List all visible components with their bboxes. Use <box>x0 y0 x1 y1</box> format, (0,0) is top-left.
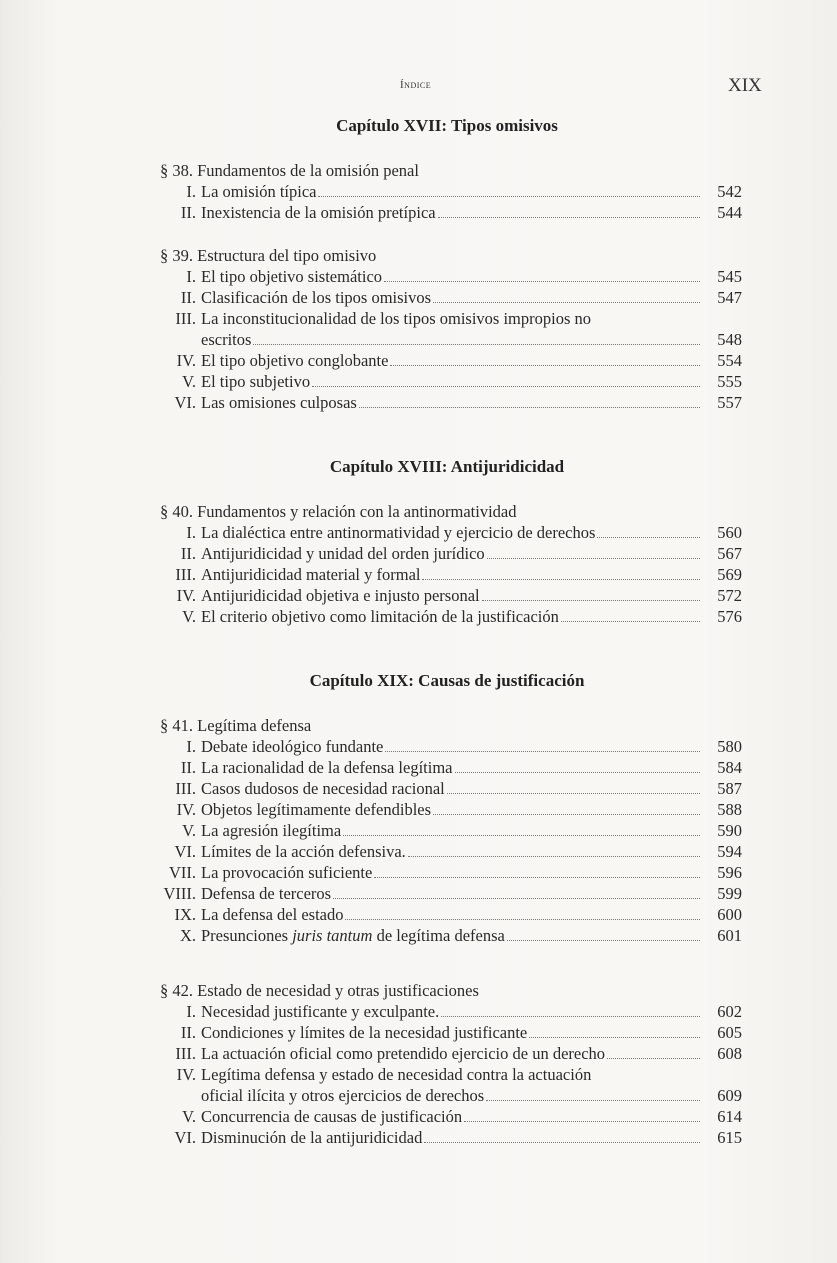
entry-title: La omisión típica <box>201 182 317 201</box>
chapter-title: Capítulo XIX: Causas de justificación <box>309 671 585 690</box>
toc-entry[interactable] <box>152 181 742 202</box>
entry-page: 542 <box>717 182 742 201</box>
toc-entry[interactable] <box>152 883 742 904</box>
leader-dots <box>333 898 700 899</box>
leader-dots <box>561 621 700 622</box>
toc-entry[interactable] <box>152 841 742 862</box>
entry-number: II. <box>180 1023 196 1042</box>
entry-page: 601 <box>717 926 742 945</box>
leader-dots <box>486 1100 700 1101</box>
entry-title: Antijuridicidad objetiva e injusto personal <box>201 586 480 605</box>
entry-page: 608 <box>717 1044 742 1063</box>
toc-entry[interactable] <box>152 543 742 564</box>
entry-number: I. <box>186 737 196 756</box>
entry-number: VIII. <box>163 884 196 903</box>
entry-title-italic: juris tantum <box>292 926 373 945</box>
entry-title: Inexistencia de la omisión pretípica <box>201 203 436 222</box>
entry-page: 584 <box>717 758 742 777</box>
entry-number: V. <box>182 607 196 626</box>
entry-number: IV. <box>176 800 196 819</box>
entry-page: 587 <box>717 779 742 798</box>
entry-title: Antijuridicidad material y formal <box>201 565 421 584</box>
leader-dots <box>345 919 700 920</box>
section-title: § 38. Fundamentos de la omisión penal <box>160 161 419 180</box>
entry-page: 605 <box>717 1023 742 1042</box>
entry-title: La actuación oficial como pretendido ejercicio de un derecho <box>201 1044 606 1063</box>
entry-title: El tipo objetivo sistemático <box>201 267 383 286</box>
entry-title: Objetos legítimamente defendibles <box>201 800 432 819</box>
entry-page: 560 <box>717 523 742 542</box>
toc-entry[interactable] <box>152 1043 742 1064</box>
chapter-title: Capítulo XVII: Tipos omisivos <box>336 116 558 135</box>
leader-dots <box>441 1016 700 1017</box>
toc-entry[interactable] <box>152 1022 742 1043</box>
toc-entry[interactable] <box>152 904 742 925</box>
entry-page: 572 <box>717 586 742 605</box>
section-title: § 42. Estado de necesidad y otras justificaciones <box>160 981 479 1000</box>
entry-title: Casos dudosos de necesidad racional <box>201 779 445 798</box>
leader-dots <box>607 1058 700 1059</box>
page-number: XIX <box>728 75 762 96</box>
entry-number: III. <box>175 779 196 798</box>
entry-page: 588 <box>717 800 742 819</box>
toc-section <box>152 980 742 1148</box>
toc-entry[interactable] <box>152 1001 742 1022</box>
entry-page: 547 <box>717 288 742 307</box>
toc-entry[interactable] <box>152 1127 742 1148</box>
table-of-contents <box>152 116 742 1152</box>
entry-title: La provocación suficiente <box>201 863 373 882</box>
leader-dots <box>312 386 700 387</box>
entry-page: 569 <box>717 565 742 584</box>
entry-title: El tipo objetivo conglobante <box>201 351 389 370</box>
toc-entry[interactable] <box>152 820 742 841</box>
entry-number: II. <box>180 544 196 563</box>
entry-title: Condiciones y límites de la necesidad justificante <box>201 1023 528 1042</box>
entry-title: La racionalidad de la defensa legítima <box>201 758 453 777</box>
entry-page: 596 <box>717 863 742 882</box>
entry-title: Concurrencia de causas de justificación <box>201 1107 463 1126</box>
entry-number: IV. <box>176 1065 196 1084</box>
entry-title: Necesidad justificante y exculpante. <box>201 1002 440 1021</box>
entry-number: I. <box>186 267 196 286</box>
leader-dots <box>385 751 700 752</box>
leader-dots <box>447 793 700 794</box>
leader-dots <box>384 281 700 282</box>
entry-number: II. <box>180 203 196 222</box>
leader-dots <box>343 835 700 836</box>
entry-title-line1: La inconstitucionalidad de los tipos omisivos impropios no <box>201 309 592 328</box>
entry-title: Disminución de la antijuridicidad <box>201 1128 423 1147</box>
toc-entry[interactable] <box>152 862 742 883</box>
leader-dots <box>318 196 700 197</box>
toc-section <box>152 245 742 413</box>
entry-page: 590 <box>717 821 742 840</box>
entry-title: La dialéctica entre antinormatividad y ejercicio de derechos <box>201 523 596 542</box>
entry-title-post: de legítima defensa <box>372 926 505 945</box>
entry-number: IV. <box>176 351 196 370</box>
entry-number: III. <box>175 1044 196 1063</box>
toc-entry[interactable] <box>152 350 742 371</box>
toc-entry[interactable] <box>152 202 742 223</box>
entry-page: 545 <box>717 267 742 286</box>
leader-dots <box>597 537 700 538</box>
toc-entry[interactable] <box>152 1106 742 1127</box>
entry-page: 554 <box>717 351 742 370</box>
entry-title: Antijuridicidad y unidad del orden jurídico <box>201 544 485 563</box>
leader-dots <box>253 344 700 345</box>
leader-dots <box>359 407 700 408</box>
entry-number: VII. <box>168 863 196 882</box>
toc-entry[interactable] <box>152 606 742 627</box>
entry-page: 594 <box>717 842 742 861</box>
toc-entry[interactable] <box>152 925 742 946</box>
entry-number: VI. <box>174 842 196 861</box>
leader-dots <box>424 1142 700 1143</box>
toc-entry[interactable] <box>152 287 742 308</box>
leader-dots <box>487 558 700 559</box>
entry-title: El tipo subjetivo <box>201 372 311 391</box>
leader-dots <box>455 772 700 773</box>
toc-entry[interactable] <box>152 308 742 350</box>
toc-entry[interactable] <box>152 736 742 757</box>
entry-title: Debate ideológico fundante <box>201 737 384 756</box>
entry-page: 600 <box>717 905 742 924</box>
entry-title: El criterio objetivo como limitación de la justificación <box>201 607 559 626</box>
entry-title: La defensa del estado <box>201 905 344 924</box>
entry-page: 602 <box>717 1002 742 1021</box>
entry-page: 609 <box>717 1086 742 1105</box>
leader-dots <box>433 302 700 303</box>
entry-number: I. <box>186 1002 196 1021</box>
entry-title-line2: escritos <box>201 330 252 349</box>
entry-title: Clasificación de los tipos omisivos <box>201 288 432 307</box>
entry-number: V. <box>182 372 196 391</box>
toc-entry[interactable] <box>152 266 742 287</box>
toc-section <box>152 160 742 223</box>
section-title: § 40. Fundamentos y relación con la antinormatividad <box>160 502 517 521</box>
entry-number: V. <box>182 821 196 840</box>
entry-number: VI. <box>174 1128 196 1147</box>
entry-page: 599 <box>717 884 742 903</box>
entry-title-pre: Presunciones <box>201 926 293 945</box>
leader-dots <box>408 856 700 857</box>
entry-page: 614 <box>717 1107 742 1126</box>
toc-entry[interactable] <box>152 757 742 778</box>
entry-number: II. <box>180 758 196 777</box>
entry-number: II. <box>180 288 196 307</box>
entry-title-line1: Legítima defensa y estado de necesidad contra la actuación <box>201 1065 592 1084</box>
entry-page: 580 <box>717 737 742 756</box>
section-title: § 39. Estructura del tipo omisivo <box>160 246 377 265</box>
chapter-title: Capítulo XVIII: Antijuridicidad <box>329 457 565 476</box>
entry-page: 555 <box>717 372 742 391</box>
entry-number: V. <box>182 1107 196 1126</box>
toc-entry[interactable] <box>152 371 742 392</box>
entry-title <box>201 925 505 946</box>
toc-entry[interactable] <box>152 564 742 585</box>
entry-number: I. <box>186 182 196 201</box>
entry-title-line2: oficial ilícita y otros ejercicios de derechos <box>201 1086 485 1105</box>
running-title: Índice <box>400 79 432 91</box>
entry-page: 615 <box>717 1128 742 1147</box>
entry-title: Límites de la acción defensiva. <box>201 842 406 861</box>
leader-dots <box>374 877 700 878</box>
entry-page: 557 <box>717 393 742 412</box>
toc-entry[interactable] <box>152 799 742 820</box>
entry-page: 544 <box>717 203 742 222</box>
toc-section <box>152 501 742 627</box>
toc-entry[interactable] <box>152 585 742 606</box>
toc-entry[interactable] <box>152 1064 742 1106</box>
entry-page: 567 <box>717 544 742 563</box>
toc-section <box>152 715 742 946</box>
page-header <box>0 75 837 99</box>
entry-number: VI. <box>174 393 196 412</box>
leader-dots <box>529 1037 700 1038</box>
leader-dots <box>464 1121 700 1122</box>
leader-dots <box>422 579 700 580</box>
entry-number: IX. <box>174 905 196 924</box>
leader-dots <box>438 217 700 218</box>
toc-entry[interactable] <box>152 392 742 413</box>
leader-dots <box>507 940 700 941</box>
entry-number: IV. <box>176 586 196 605</box>
leader-dots <box>482 600 700 601</box>
entry-title: Las omisiones culposas <box>201 393 357 412</box>
entry-number: I. <box>186 523 196 542</box>
toc-entry[interactable] <box>152 522 742 543</box>
leader-dots <box>390 365 700 366</box>
entry-page: 576 <box>717 607 742 626</box>
entry-title: La agresión ilegítima <box>201 821 342 840</box>
entry-page: 548 <box>717 330 742 349</box>
entry-number: III. <box>175 565 196 584</box>
leader-dots <box>433 814 700 815</box>
entry-number: III. <box>175 309 196 328</box>
entry-number: X. <box>179 926 196 945</box>
entry-title: Defensa de terceros <box>201 884 332 903</box>
section-title: § 41. Legítima defensa <box>160 716 312 735</box>
toc-entry[interactable] <box>152 778 742 799</box>
